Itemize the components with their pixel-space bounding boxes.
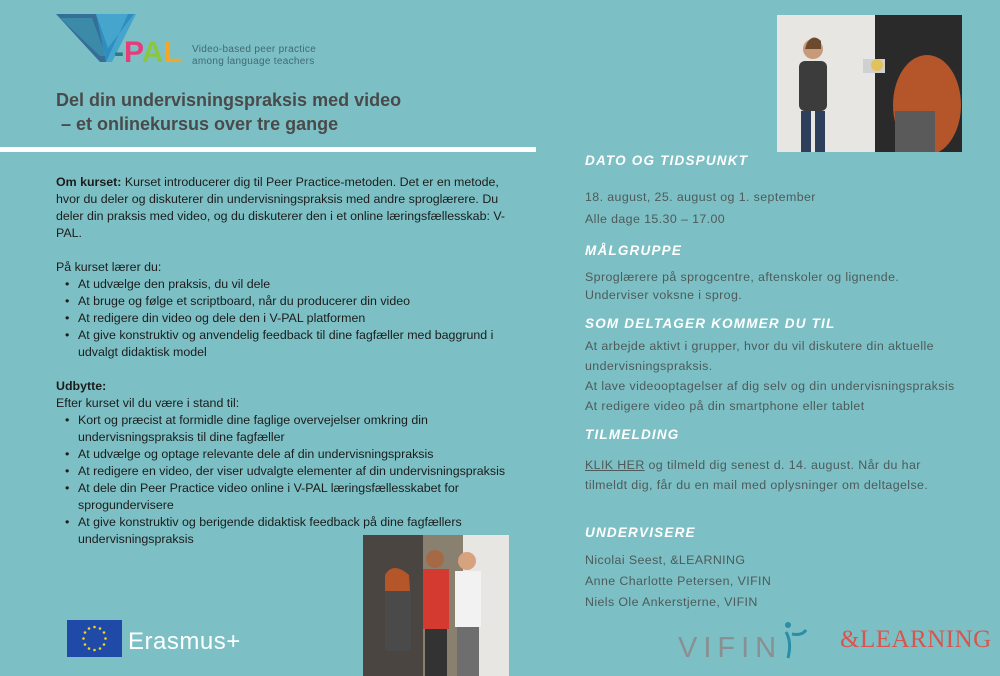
signup-text2: tilmeldt dig, får du en mail med oplysninger om deltagelse.	[585, 478, 929, 492]
title-line1: Del din undervisningspraksis med video	[56, 90, 402, 110]
teacher-item: Niels Ole Ankerstjerne, VIFIN	[585, 595, 758, 609]
gain-line2: undervisningspraksis.	[585, 359, 713, 373]
target-line1: Sproglærere på sprogcentre, aftenskoler og lignende.	[585, 270, 900, 284]
photo-group	[363, 535, 509, 676]
logo-tagline	[192, 44, 316, 68]
title-line2: – et onlinekursus over tre gange	[56, 114, 339, 134]
list-item: • At redigere en video, der viser udvalgte elementer af din undervisningspraksis	[78, 463, 526, 480]
list-item: • At give konstruktiv og berigende didaktisk feedback på dine fagfællers undervisningspraksis	[78, 514, 526, 548]
target-line2: Underviser voksne i sprog.	[585, 288, 743, 302]
gain-line3: At lave videooptagelser af dig selv og din undervisningspraksis	[585, 379, 955, 393]
tagline-line1: Video-based peer practice	[192, 44, 317, 55]
outcome-label: Udbytte:	[56, 379, 107, 393]
learn-intro: På kurset lærer du:	[56, 260, 162, 274]
list-item: • At give konstruktiv og anvendelig feedback til dine fagfæller med baggrund i udvalgt didaktisk model	[78, 327, 526, 361]
list-item: • At dele din Peer Practice video online i V-PAL læringsfællesskabet for sprogundervisere	[78, 480, 526, 514]
date-line2: Alle dage 15.30 – 17.00	[585, 212, 726, 226]
vifin-logo: VIFIN	[678, 632, 783, 664]
about-label: Om kurset:	[56, 175, 122, 189]
svg-text:-PAL: -PAL	[114, 36, 182, 69]
outcome-intro: Efter kurset vil du være i stand til:	[56, 396, 240, 410]
page-title	[56, 88, 516, 136]
learning-logo: &LEARNING	[840, 626, 992, 653]
date-line1: 18. august, 25. august og 1. september	[585, 190, 816, 204]
gain-line1: At arbejde aktivt i grupper, hvor du vil diskutere din aktuelle	[585, 339, 934, 353]
signup-heading: TILMELDING	[585, 427, 680, 442]
vifin-figure-icon	[782, 620, 808, 660]
learn-list	[56, 276, 526, 361]
tagline-line2: among language teachers	[192, 56, 315, 67]
gain-line4: At redigere video på din smartphone eller tablet	[585, 399, 865, 413]
list-item: • At udvælge og optage relevante dele af din undervisningspraksis	[78, 446, 526, 463]
about-paragraph	[56, 174, 526, 242]
course-description	[56, 174, 526, 548]
signup-line1	[585, 458, 921, 472]
divider	[0, 147, 536, 152]
target-heading: MÅLGRUPPE	[585, 243, 683, 258]
gain-heading: SOM DELTAGER KOMMER DU TIL	[585, 316, 836, 331]
teacher-item: Anne Charlotte Petersen, VIFIN	[585, 574, 772, 588]
vpal-logo	[56, 12, 186, 70]
erasmus-logo: Erasmus+	[128, 628, 241, 655]
teacher-item: Nicolai Seest, &LEARNING	[585, 553, 746, 567]
teachers-heading: UNDERVISERE	[585, 525, 696, 540]
list-item: • Kort og præcist at formidle dine faglige overvejelser omkring din undervisningspraksis til dine fagfæller	[78, 412, 526, 446]
signup-link[interactable]: KLIK HER	[585, 458, 645, 472]
logo-dash: -	[114, 36, 124, 69]
list-item: • At redigere din video og dele den i V-PAL platformen	[78, 310, 526, 327]
signup-text1: og tilmeld dig senest d. 14. august. Når du har	[644, 458, 921, 472]
photo-recording	[777, 15, 962, 152]
date-heading: DATO OG TIDSPUNKT	[585, 153, 749, 168]
list-item: • At bruge og følge et scriptboard, når du producerer din video	[78, 293, 526, 310]
outcome-list	[56, 412, 526, 548]
about-text: Kurset introducerer dig til Peer Practice-metoden. Det er en metode, hvor du deler og diskuterer din undervisningspraksis med andre sproglærere. Du deler din praksis med video, og du diskuterer den i et online læringsfællesskab: V-PAL.	[56, 175, 506, 240]
eu-flag-icon	[67, 620, 122, 657]
list-item: • At udvælge den praksis, du vil dele	[78, 276, 526, 293]
